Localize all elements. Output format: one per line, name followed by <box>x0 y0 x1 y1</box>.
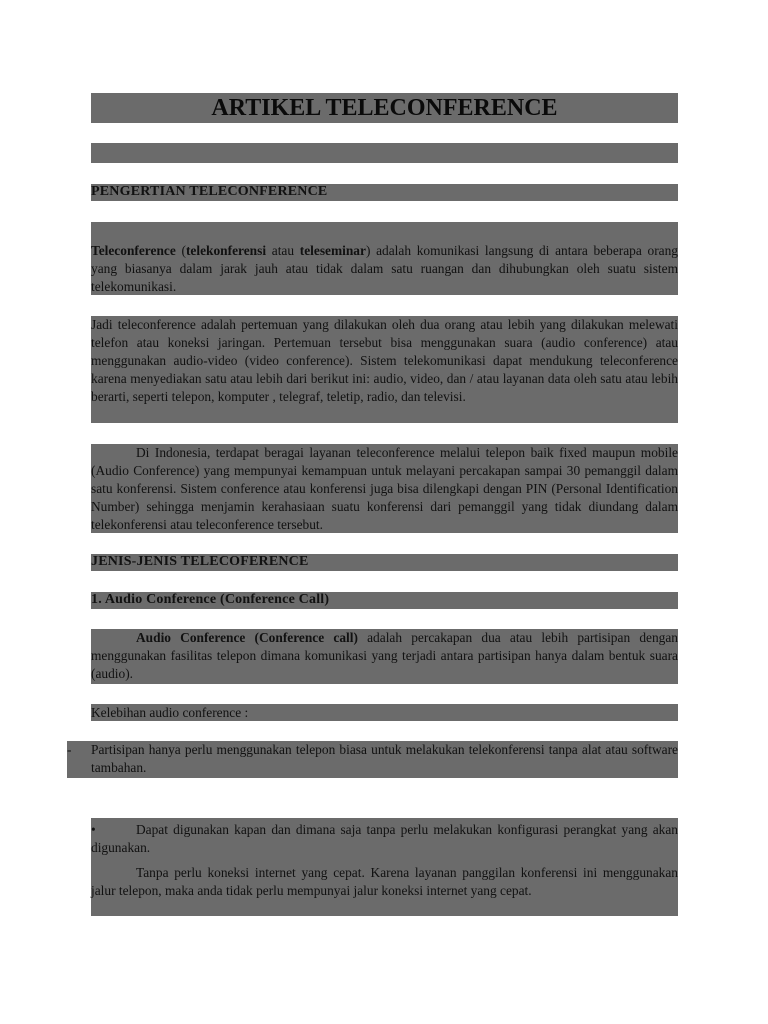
list-item-text: Tanpa perlu koneksi internet yang cepat. Karena layanan panggilan konferensi ini menggunakan jalur telepon, maka anda tidak perlu mempunyai jalur koneksi internet yang cepat. <box>91 865 678 898</box>
list-item <box>91 821 678 857</box>
page-title: ARTIKEL TELECONFERENCE <box>91 93 678 123</box>
paragraph-audio-conference <box>91 629 678 683</box>
term-teleconference: Teleconference <box>91 243 176 258</box>
list-item-text: Dapat digunakan kapan dan dimana saja tanpa perlu melakukan konfigurasi perangkat yang akan digunakan. <box>91 822 678 855</box>
term-telekonferensi: telekonferensi <box>185 243 267 258</box>
list-item: Partisipan hanya perlu menggunakan telepon biasa untuk melakukan telekonferensi tanpa alat atau software tambahan. <box>91 742 678 775</box>
bullet-icon: • <box>91 822 96 837</box>
paragraph-audio-conference-text: adalah percakapan dua atau lebih partisipan dengan menggunakan fasilitas telepon dimana komunikasi yang terjadi antara partisipan hanya dalam bentuk suara (audio). <box>91 630 678 681</box>
paragraph-definition <box>91 242 678 296</box>
section-heading-pengertian: PENGERTIAN TELECONFERENCE <box>91 184 328 199</box>
term-audio-conference: Audio Conference (Conference call) <box>136 630 358 645</box>
kelebihan-label: Kelebihan audio conference : <box>91 705 249 720</box>
list-marker-dash: - <box>67 742 72 757</box>
paragraph-indonesia <box>91 444 678 534</box>
text-fragment: ( <box>175 243 186 258</box>
section-heading-jenis: JENIS-JENIS TELECOFERENCE <box>91 554 309 569</box>
text-fragment: ) adalah komunikasi langsung di antara beberapa orang yang biasanya dalam jarak jauh atau tidak dalam satu ruangan dan dihubungkan oleh suatu sistem telekomunikasi. <box>91 243 678 294</box>
text-fragment: atau <box>266 243 300 258</box>
paragraph-explanation: Jadi teleconference adalah pertemuan yang dilakukan oleh dua orang atau lebih yang dilakukan melewati telefon atau koneksi jaringan. Pertemuan tersebut bisa menggunakan suara (audio conference) atau menggunakan audio-video (video conference). Sistem telekomunikasi dapat mendukung teleconference karena menyediakan satu atau lebih dari berikut ini: audio, video, dan / atau layanan data oleh satu atau lebih berarti, seperti telepon, komputer , telegraf, teletip, radio, dan televisi. <box>91 317 678 404</box>
paragraph-indonesia-text: Di Indonesia, terdapat beragai layanan teleconference melalui telepon baik fixed maupun mobile (Audio Conference) yang mempunyai kemampuan untuk melayani percakapan sampai 30 pemanggil dalam satu konferensi. Sistem conference atau konferensi juga bisa dilengkapi dengan PIN (Personal Identification Number) sehingga menjamin kerahasiaan suatu konferensi dari pemanggil yang tidak diundang dalam telekonferensi atau teleconference tersebut. <box>91 445 678 532</box>
empty-band <box>91 143 678 163</box>
term-teleseminar: teleseminar <box>299 243 366 258</box>
subheading-audio-conference: 1. Audio Conference (Conference Call) <box>91 592 330 607</box>
list-item <box>91 864 678 900</box>
